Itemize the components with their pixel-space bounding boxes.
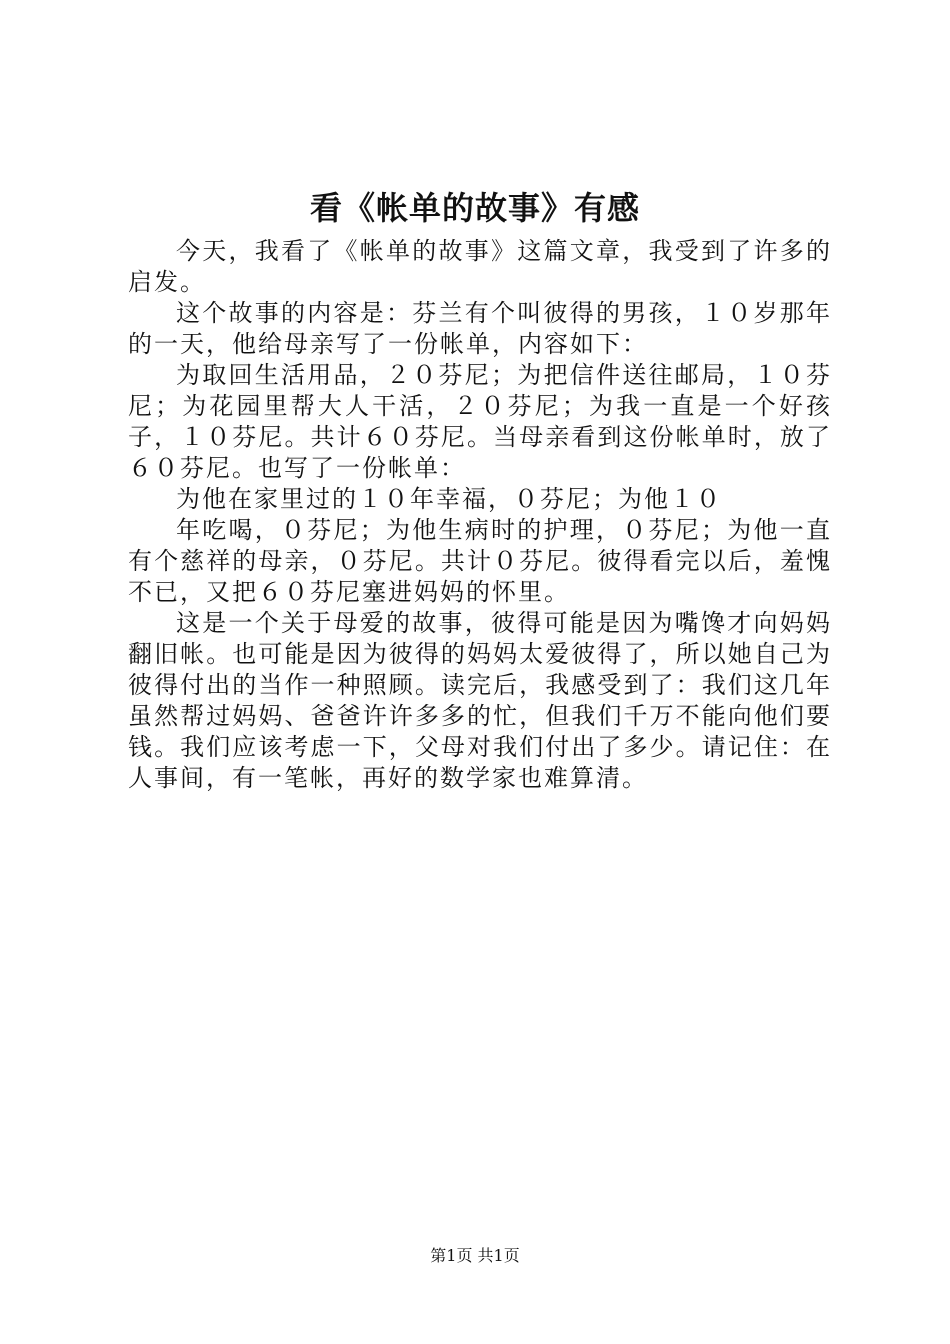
- page-footer: 第1页 共1页: [430, 1246, 520, 1265]
- document-title: 看《帐单的故事》有感: [309, 189, 640, 227]
- document-body: [128, 236, 832, 794]
- paragraph-6: 这是一个关于母爱的故事，彼得可能是因为嘴馋才向妈妈翻旧帐。也可能是因为彼得的妈妈太爱彼得了，所以她自己为彼得付出的当作一种照顾。读完后，我感受到了：我们这几年虽然帮过妈妈、爸爸许许多多的忙，但我们千万不能向他们要钱。我们应该考虑一下，父母对我们付出了多少。请记住：在人事间，有一笔帐，再好的数学家也难算清。: [128, 609, 832, 792]
- paragraph-2: 这个故事的内容是：芬兰有个叫彼得的男孩，１０岁那年的一天，他给母亲写了一份帐单，内容如下：: [128, 299, 832, 358]
- paragraph-1: 今天，我看了《帐单的故事》这篇文章，我受到了许多的启发。: [128, 237, 832, 296]
- paragraph-4: 为他在家里过的１０年幸福，０芬尼；为他１０: [176, 485, 722, 513]
- paragraph-5: 年吃喝，０芬尼；为他生病时的护理，０芬尼；为他一直有个慈祥的母亲，０芬尼。共计０芬尼。彼得看完以后，羞愧不已，又把６０芬尼塞进妈妈的怀里。: [128, 516, 832, 606]
- paragraph-3: 为取回生活用品，２０芬尼；为把信件送往邮局，１０芬尼；为花园里帮大人干活，２０芬尼；为我一直是一个好孩子，１０芬尼。共计６０芬尼。当母亲看到这份帐单时，放了６０芬尼。也写了一份帐单：: [128, 361, 832, 482]
